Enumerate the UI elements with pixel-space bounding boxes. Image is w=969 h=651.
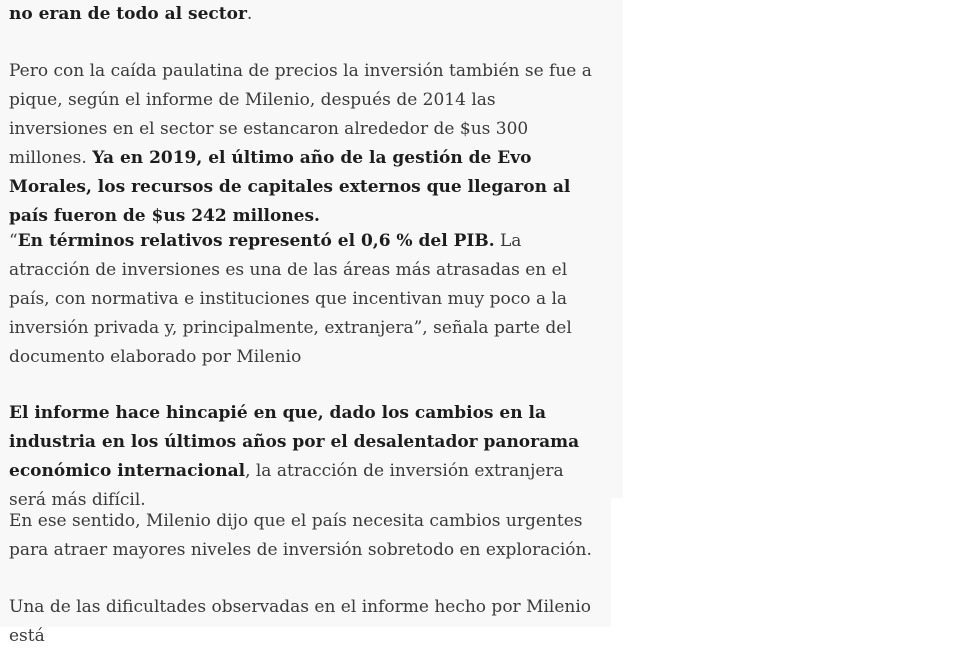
- text: Una de las dificultades observadas en el informe hecho por Milenio está: [9, 597, 592, 646]
- bold-text: El informe hace hincapié en que, dado los cambios en la industria en los últimos años por el desalentador panorama económico internacional: [9, 403, 580, 481]
- paragraph-5: [9, 593, 609, 651]
- text: .: [246, 4, 253, 24]
- text: Pero con la caída paulatina de precios la inversión también se fue a pique, según el informe de Milenio, después de 2014 las inversiones en el sector se estancaron alrededor de $us 300 millones.: [9, 61, 592, 168]
- bold-text: En términos relativos representó el 0,6 % del PIB.: [17, 231, 495, 251]
- paragraph-4: [9, 507, 599, 565]
- paragraph-1: [9, 57, 599, 231]
- bold-text: no eran de todo al sector: [9, 4, 247, 24]
- text: “: [9, 231, 18, 251]
- side-strip: [611, 498, 623, 627]
- text: En ese sentido, Milenio dijo que el país necesita cambios urgentes para atraer mayores niveles de inversión sobretodo en exploración.: [9, 511, 592, 560]
- text: La atracción de inversiones es una de las áreas más atrasadas en el país, con normativa e instituciones que incentivan muy poco a la inversión privada y, principalmente, extranjera”, señala parte del documento elaborado por Milenio: [9, 231, 572, 367]
- paragraph-3: [9, 399, 599, 515]
- paragraph-2: [9, 227, 599, 372]
- bold-text: Ya en 2019, el último año de la gestión de Evo Morales, los recursos de capitales externos que llegaron al país fueron de $us 242 millones.: [9, 148, 571, 226]
- text: , la atracción de inversión extranjera será más difícil.: [9, 461, 564, 510]
- paragraph-0: [9, 0, 609, 29]
